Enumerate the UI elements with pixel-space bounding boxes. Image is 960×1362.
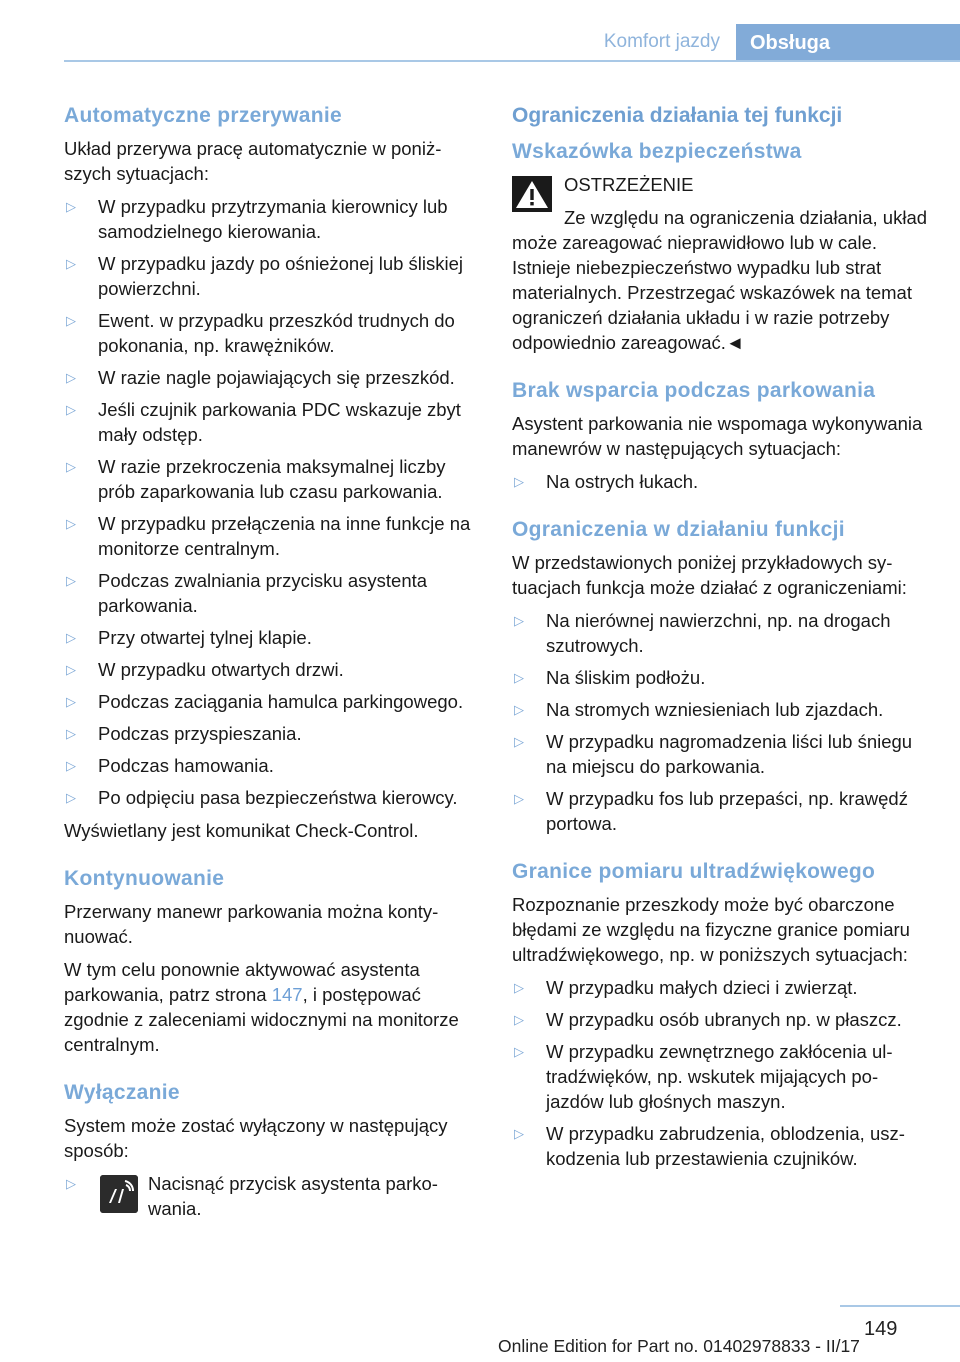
page-header [0,24,960,62]
warning-triangle-icon [512,176,552,212]
triangle-right-icon: ▷ [66,662,76,677]
list-item-text: Na stromych wzniesieniach lub zjazdach. [546,699,884,720]
left-column [64,102,480,1221]
warning-body: Ze względu na ograniczenia działania, układ może zareagować nieprawidłowo lub w cale. Istnieje niebezpieczeństwo wypadku lub strat materialnych. Przestrzegać wskazówek na temat ograniczeń działania układu i w razie potrzeby odpowiednio zareagować.◄ [512,207,928,353]
list-item-text: Po odpięciu pasa bezpieczeństwa kierowcy. [98,787,458,808]
triangle-right-icon: ▷ [514,702,524,717]
list-item [512,786,928,836]
triangle-right-icon: ▷ [514,1012,524,1027]
list-item [64,194,480,244]
list-item-text: W razie nagle pojawiających się przeszkód. [98,367,455,388]
triangle-right-icon: ▷ [66,199,76,214]
list-item [512,608,928,658]
triangle-right-icon: ▷ [66,630,76,645]
heading-automatic-interruption: Automatyczne przerywanie [64,104,342,127]
triangle-right-icon: ▷ [66,726,76,741]
list-item-text: Ewent. w przypadku przeszkód trudnych do pokonania, np. krawężników. [98,310,455,356]
triangle-right-icon: ▷ [514,791,524,806]
triangle-right-icon: ▷ [66,516,76,531]
list-item [64,365,480,390]
list-item-text: W przypadku otwartych drzwi. [98,659,344,680]
continue-p2 [64,957,480,1057]
heading-switch-off: Wyłączanie [64,1081,180,1104]
list-item [64,454,480,504]
list-item [64,397,480,447]
warning-title: OSTRZEŻENIE [564,174,694,195]
list-item-text: W razie przekroczenia maksymalnej liczby prób zaparkowania lub czasu parkowania. [98,456,446,502]
list-item-text: W przypadku zewnętrznego zakłócenia ultradźwięków, np. wskutek mijających pojazdów lub głośnych maszyn. [546,1041,893,1112]
list-item [64,308,480,358]
triangle-right-icon: ▷ [66,790,76,805]
triangle-right-icon: ▷ [66,256,76,271]
ultrasonic-intro: Rozpoznanie przeszkody może być obarczone błędami ze względu na fizyczne granice pomiaru ultradźwiękowego, np. w poniższych sytuacjach: [512,894,910,965]
list-item [64,785,480,810]
list-item [512,1039,928,1114]
list-item-text: W przypadku przełączenia na inne funkcje na monitorze centralnym. [98,513,471,559]
triangle-right-icon: ▷ [66,402,76,417]
list-item [64,657,480,682]
heading-function-limits: Ograniczenia działania tej funkcji [512,104,843,127]
list-item [512,1007,928,1032]
page-number: 149 [864,1318,898,1340]
list-item-text: Na nierównej nawierzchni, np. na drogach szutrowych. [546,610,891,656]
list-item-text: W przypadku nagromadzenia liści lub śniegu na miejscu do parkowania. [546,731,913,777]
list-item [64,625,480,650]
list-item [512,469,928,494]
triangle-right-icon: ▷ [66,758,76,773]
triangle-right-icon: ▷ [66,370,76,385]
triangle-right-icon: ▷ [66,573,76,588]
continue-p2-text-a: W tym celu ponownie aktywować asystenta parkowania, patrz strona [64,959,420,1005]
edition-note: Online Edition for Part no. 01402978833 - II/17 [498,1336,860,1356]
list-item [64,721,480,746]
triangle-right-icon: ▷ [66,694,76,709]
list-item-text: W przypadku jazdy po ośnieżonej lub śliskiej powierzchni. [98,253,464,299]
list-item-text: Na ostrych łukach. [546,471,699,492]
parking-assistant-button-icon [100,1175,138,1213]
list-item-text: Podczas zwalniania przycisku asystenta parkowania. [98,570,428,616]
header-section-label: Komfort jazdy [603,31,720,52]
list-item-text: W przypadku zabrudzenia, oblodzenia, uszkodzenia lub przestawienia czujników. [546,1123,905,1169]
switch-off-item [64,1171,480,1221]
heading-safety-note: Wskazówka bezpieczeństwa [512,140,802,163]
list-item [512,665,928,690]
heading-no-support: Brak wsparcia podczas parkowania [512,379,876,402]
page-link-147[interactable]: 147 [271,984,303,1005]
list-item-text: W przypadku fos lub przepaści, np. krawędź portowa. [546,788,908,834]
header-chapter-tab: Obsługa [736,24,960,62]
triangle-right-icon: ▷ [66,313,76,328]
list-item-text: W przypadku osób ubranych np. w płaszcz. [546,1009,902,1030]
triangle-right-icon: ▷ [514,734,524,749]
list-item [512,697,928,722]
heading-ultrasonic-limits: Granice pomiaru ultradźwiękowego [512,860,876,883]
list-item-text: Jeśli czujnik parkowania PDC wskazuje zbyt mały odstęp. [98,399,461,445]
continue-p1: Przerwany manewr parkowania można kontynuować. [64,901,439,947]
list-item [64,251,480,301]
right-column [512,102,928,1179]
triangle-right-icon: ▷ [514,613,524,628]
list-item-text: W przypadku przytrzymania kierownicy lub samodzielnego kierowania. [98,196,448,242]
triangle-right-icon: ▷ [514,1044,524,1059]
heading-continue: Kontynuowanie [64,867,225,890]
list-item-text: Przy otwartej tylnej klapie. [98,627,312,648]
list-item-text: Podczas zaciągania hamulca parkingowego. [98,691,464,712]
continue-p2-text-b: , i postępować zgodnie z zaleceniami widocznymi na monitorze centralnym. [64,984,459,1055]
ultrasonic-list [512,975,928,1171]
heading-restrictions: Ograniczenia w działaniu funkcji [512,518,845,541]
list-item [64,511,480,561]
restrictions-list [512,608,928,836]
triangle-right-icon: ▷ [66,459,76,474]
triangle-right-icon: ▷ [514,980,524,995]
list-item [512,729,928,779]
header-rule [64,60,960,62]
triangle-right-icon: ▷ [514,474,524,489]
auto-list [64,194,480,810]
triangle-right-icon: ▷ [66,1176,76,1191]
list-item-text: Na śliskim podłożu. [546,667,706,688]
triangle-right-icon: ▷ [514,670,524,685]
list-item [64,568,480,618]
switch-off-item-text: Nacisnąć przycisk asystenta parkowania. [148,1173,438,1219]
no-support-intro: Asystent parkowania nie wspomaga wykonywania manewrów w następujących sytuacjach: [512,413,923,459]
switch-off-intro: System może zostać wyłączony w następujący sposób: [64,1115,448,1161]
triangle-right-icon: ▷ [514,1126,524,1141]
list-item-text: Podczas hamowania. [98,755,274,776]
restrictions-intro: W przedstawionych poniżej przykładowych sytuacjach funkcja może działać z ograniczeniami: [512,552,907,598]
list-item [512,1121,928,1171]
no-support-list [512,469,928,494]
list-item-text: W przypadku małych dzieci i zwierząt. [546,977,858,998]
auto-outro: Wyświetlany jest komunikat Check-Control. [64,820,419,841]
list-item-text: Podczas przyspieszania. [98,723,302,744]
list-item [64,689,480,714]
list-item [512,975,928,1000]
list-item [64,753,480,778]
auto-intro: Układ przerywa pracę automatycznie w poniższych sytuacjach: [64,138,442,184]
warning-box [512,172,928,355]
footer-rule [840,1305,960,1307]
